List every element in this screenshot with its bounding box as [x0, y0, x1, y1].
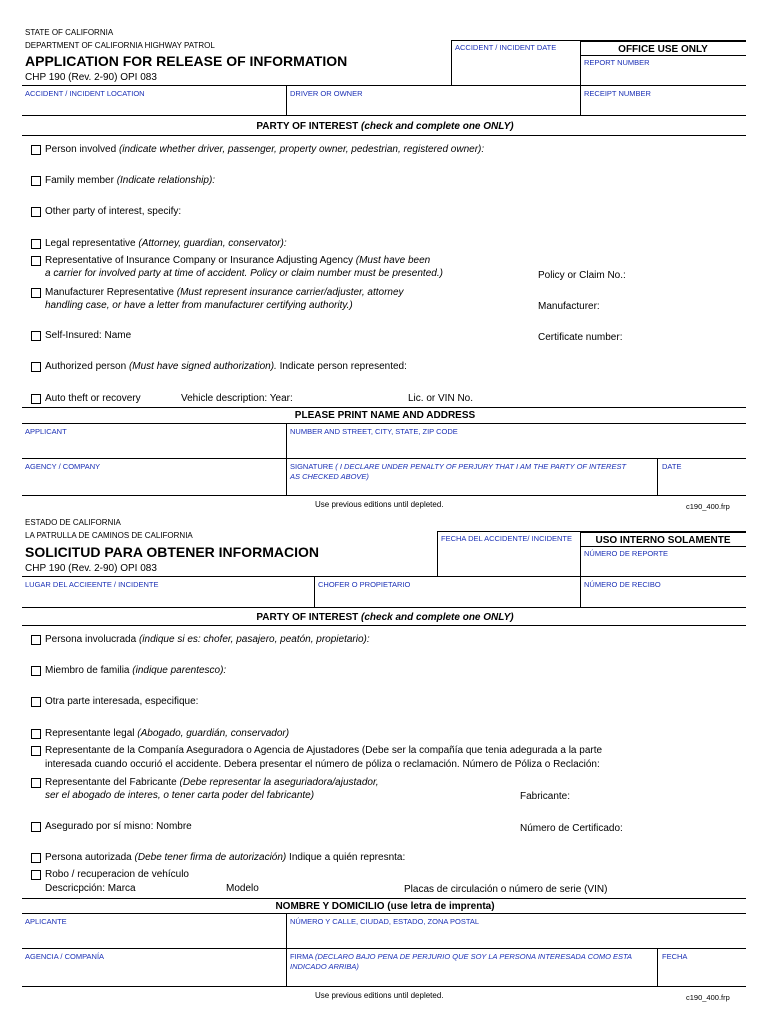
authorized-option-es: Persona autorizada (Debe tener firma de autorización) Indique a quién represnta: [45, 852, 406, 863]
receipt-number-label-es: NÚMERO DE RECIBO [584, 580, 661, 589]
person-involved-option-es: Persona involucrada (indique si es: chofer, pasajero, peatón, propietario): [45, 634, 370, 645]
accident-date-field[interactable] [452, 54, 580, 84]
agency-label-es: AGENCIA / COMPANÍA [25, 952, 105, 961]
description-label-es: Descricpción: Marca [45, 883, 136, 894]
previous-editions-note: Use previous editions until depleted. [315, 500, 444, 509]
insurance-rep-checkbox-es[interactable] [31, 746, 41, 756]
report-number-field-es[interactable] [581, 558, 746, 575]
manufacturer-rep-option-es: Representante del Fabricante (Debe representar la aseguriadora/ajustador, [45, 777, 379, 788]
manufacturer-label: Manufacturer: [538, 301, 600, 312]
agency-field[interactable] [23, 472, 283, 494]
other-party-option: Other party of interest, specify: [45, 206, 182, 217]
auto-theft-checkbox[interactable] [31, 394, 41, 404]
legal-rep-option-es: Representante legal (Abogado, guardián, conservador) [45, 728, 290, 739]
driver-owner-field-es[interactable] [315, 590, 579, 606]
self-insured-option-es: Asegurado por sí misno: Nombre [45, 821, 192, 832]
legal-rep-option: Legal representative (Attorney, guardian, conservator): [45, 238, 287, 249]
manufacturer-label-es: Fabricante: [520, 791, 571, 802]
self-insured-checkbox[interactable] [31, 331, 41, 341]
other-party-checkbox-es[interactable] [31, 697, 41, 707]
street-field[interactable] [287, 437, 746, 457]
date-field[interactable] [658, 472, 746, 494]
dept-label: DEPARTMENT OF CALIFORNIA HIGHWAY PATROL [25, 41, 215, 50]
office-use-label-es: USO INTERNO SOLAMENTE [595, 535, 731, 546]
driver-owner-label: DRIVER OR OWNER [290, 89, 363, 98]
applicant-field-es[interactable] [23, 927, 283, 947]
authorized-checkbox[interactable] [31, 362, 41, 372]
party-heading-es: PARTY OF INTEREST (check and complete one ONLY) [256, 612, 514, 623]
form-number-es: CHP 190 (Rev. 2-90) OPI 083 [25, 563, 157, 574]
agency-label: AGENCY / COMPANY [25, 462, 101, 471]
family-member-option: Family member (Indicate relationship): [45, 175, 216, 186]
location-label: ACCIDENT / INCIDENT LOCATION [25, 89, 145, 98]
vehicle-description-label: Vehicle description: Year: [181, 393, 293, 404]
other-party-checkbox[interactable] [31, 207, 41, 217]
signature-label: SIGNATURE ( I DECLARE UNDER PENALTY OF PERJURY THAT I AM THE PARTY OF INTEREST [290, 462, 627, 471]
manufacturer-rep-note-es: ser el abogado de interes, o tener carta poder del fabricante) [45, 790, 315, 801]
legal-rep-checkbox[interactable] [31, 239, 41, 249]
signature-field-es[interactable] [287, 972, 656, 985]
state-label: STATE OF CALIFORNIA [25, 28, 114, 37]
driver-owner-field[interactable] [287, 98, 579, 114]
print-heading-es: NOMBRE Y DOMICILIO (use letra de imprenta) [275, 901, 495, 912]
receipt-number-label: RECEIPT NUMBER [584, 89, 651, 98]
form-title-es: SOLICITUD PARA OBTENER INFORMACION [25, 544, 319, 560]
applicant-label-es: APLICANTE [25, 917, 67, 926]
receipt-number-field-es[interactable] [581, 590, 746, 606]
policy-number-label: Policy or Claim No.: [538, 270, 626, 281]
location-label-es: LUGAR DEL ACCIEENTE / INCIDENTE [25, 580, 159, 589]
insurance-rep-option-es: Representante de la Companía Aseguradora o Agencia de Ajustadores (Debe ser la compañía que tenia adegurada a la parte [45, 745, 603, 756]
form-number: CHP 190 (Rev. 2-90) OPI 083 [25, 72, 157, 83]
manufacturer-rep-checkbox[interactable] [31, 288, 41, 298]
street-label-es: NÚMERO Y CALLE, CIUDAD, ESTADO, ZONA POSTAL [290, 917, 480, 926]
insurance-rep-checkbox[interactable] [31, 256, 41, 266]
signature-field[interactable] [287, 482, 656, 494]
applicant-field[interactable] [23, 437, 283, 457]
state-label-es: ESTADO DE CALIFORNIA [25, 518, 121, 527]
receipt-number-field[interactable] [581, 98, 746, 114]
applicant-label: APPLICANT [25, 427, 67, 436]
model-label-es: Modelo [226, 883, 259, 894]
report-number-label-es: NÚMERO DE REPORTE [584, 549, 669, 558]
print-heading: PLEASE PRINT NAME AND ADDRESS [294, 410, 476, 421]
theft-checkbox-es[interactable] [31, 870, 41, 880]
driver-owner-label-es: CHOFER O PROPIETARIO [318, 580, 411, 589]
accident-date-label: ACCIDENT / INCIDENT DATE [455, 43, 557, 52]
person-involved-checkbox-es[interactable] [31, 635, 41, 645]
self-insured-option: Self-Insured: Name [45, 330, 132, 341]
report-number-label: REPORT NUMBER [584, 58, 650, 67]
accident-date-label-es: FECHA DEL ACCIDENTE/ INCIDENTE [441, 534, 572, 543]
certificate-label-es: Número de Certificado: [520, 823, 623, 834]
agency-field-es[interactable] [23, 962, 283, 985]
signature-note-es: INDICADO ARRIBA) [290, 962, 359, 971]
date-label-es: FECHA [662, 952, 688, 961]
previous-editions-note-es: Use previous editions until depleted. [315, 991, 444, 1000]
form-title: APPLICATION FOR RELEASE OF INFORMATION [25, 53, 348, 69]
other-party-option-es: Otra parte interesada, especifique: [45, 696, 199, 707]
person-involved-checkbox[interactable] [31, 145, 41, 155]
family-member-option-es: Miembro de familia (indique parentesco): [45, 665, 227, 676]
location-field[interactable] [23, 98, 283, 114]
date-label: DATE [662, 462, 682, 471]
person-involved-option: Person involved (indicate whether driver, passenger, property owner, pedestrian, registered owner): [45, 144, 485, 155]
dept-label-es: LA PATRULLA DE CAMINOS DE CALIFORNIA [25, 531, 193, 540]
frp-code: c190_400.frp [686, 502, 730, 511]
party-heading: PARTY OF INTEREST (check and complete one ONLY) [256, 121, 514, 132]
signature-note: AS CHECKED ABOVE) [290, 472, 369, 481]
signature-label-es: FIRMA (DECLARO BAJO PENA DE PERJURIO QUE SOY LA PERSONA INTERESADA COMO ESTA [290, 952, 633, 961]
auto-theft-option: Auto theft or recovery [45, 393, 141, 404]
plates-label-es: Placas de circulación o número de serie (VIN) [404, 884, 608, 895]
manufacturer-rep-note: handling case, or have a letter from manufacturer certifying authority.) [45, 300, 353, 311]
self-insured-checkbox-es[interactable] [31, 822, 41, 832]
legal-rep-checkbox-es[interactable] [31, 729, 41, 739]
street-label: NUMBER AND STREET, CITY, STATE, ZIP CODE [290, 427, 458, 436]
insurance-rep-note: a carrier for involved party at time of accident. Policy or claim number must be presented.) [45, 268, 443, 279]
insurance-rep-option: Representative of Insurance Company or Insurance Adjusting Agency (Must have been [45, 255, 431, 266]
office-use-label: OFFICE USE ONLY [618, 44, 708, 55]
family-member-checkbox[interactable] [31, 176, 41, 186]
lic-vin-label: Lic. or VIN No. [408, 393, 474, 404]
authorized-checkbox-es[interactable] [31, 853, 41, 863]
report-number-field[interactable] [581, 67, 746, 84]
authorized-option: Authorized person (Must have signed authorization). Indicate person represented: [45, 361, 407, 372]
family-member-checkbox-es[interactable] [31, 666, 41, 676]
certificate-label: Certificate number: [538, 332, 623, 343]
location-field-es[interactable] [23, 590, 311, 606]
frp-code-es: c190_400.frp [686, 993, 730, 1002]
manufacturer-rep-checkbox-es[interactable] [31, 778, 41, 788]
insurance-rep-note-es: interesada cuando occurió el accidente. Debera presentar el número de póliza o reclamación. Número de Póliza o Reclación: [45, 759, 600, 770]
accident-date-field-es[interactable] [438, 545, 580, 575]
date-field-es[interactable] [658, 962, 746, 985]
manufacturer-rep-option: Manufacturer Representative (Must represent insurance carrier/adjuster, attorney [45, 287, 404, 298]
street-field-es[interactable] [287, 927, 746, 947]
theft-option-es: Robo / recuperacion de vehículo [45, 869, 189, 880]
